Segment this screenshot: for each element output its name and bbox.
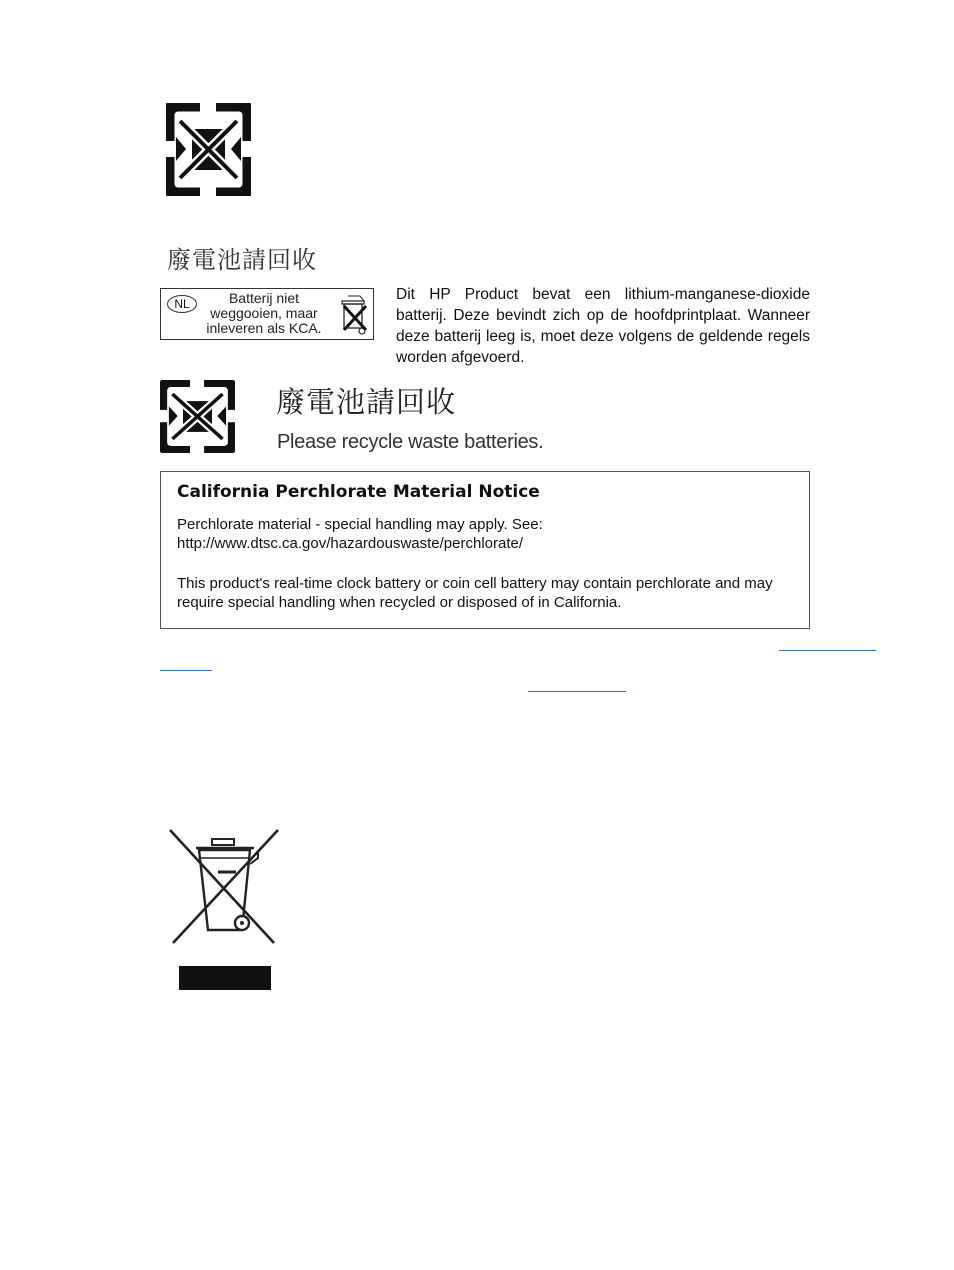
hyperlink-underline[interactable] — [160, 670, 212, 671]
recycle-icon — [160, 380, 235, 453]
nl-battery-paragraph: Dit HP Product bevat een lithium-manganese-dioxide batterij. Deze bevindt zich op de hoofdprintplaat. Wanneer deze batterij leeg is, moet deze volgens de geldende regels worden afgevoerd. — [396, 286, 810, 366]
hyperlink-underline[interactable] — [779, 650, 876, 651]
notice-line: Perchlorate material - special handling may apply. See: — [177, 516, 543, 533]
nl-label-text — [189, 291, 339, 336]
notice-url: http://www.dtsc.ca.gov/hazardouswaste/perchlorate/ — [177, 535, 524, 552]
weee-black-bar — [179, 966, 271, 990]
crossed-bin-icon — [166, 826, 282, 946]
crossed-bin-icon — [338, 292, 370, 340]
nl-battery-label — [160, 288, 374, 340]
nl-label-line: Batterij niet — [228, 290, 300, 306]
recycle-icon — [166, 103, 251, 196]
battery-recycle-heading: 廢電池請回收 — [276, 385, 457, 419]
nl-badge: NL — [167, 295, 197, 313]
notice-paragraph: This product's real-time clock battery or coin cell battery may contain perchlorate and may require special handling when recycled or disposed of in California. — [177, 575, 773, 611]
nl-label-line: weggooien, maar — [210, 305, 318, 321]
nl-label-line: inleveren als KCA. — [206, 320, 322, 336]
notice-title: California Perchlorate Material Notice — [177, 482, 540, 502]
battery-recycle-heading: 廢電池請回收 — [167, 246, 317, 274]
hyperlink-underline[interactable] — [528, 691, 626, 692]
recycle-caption: Please recycle waste batteries. — [277, 431, 544, 453]
california-notice-box — [160, 471, 810, 629]
